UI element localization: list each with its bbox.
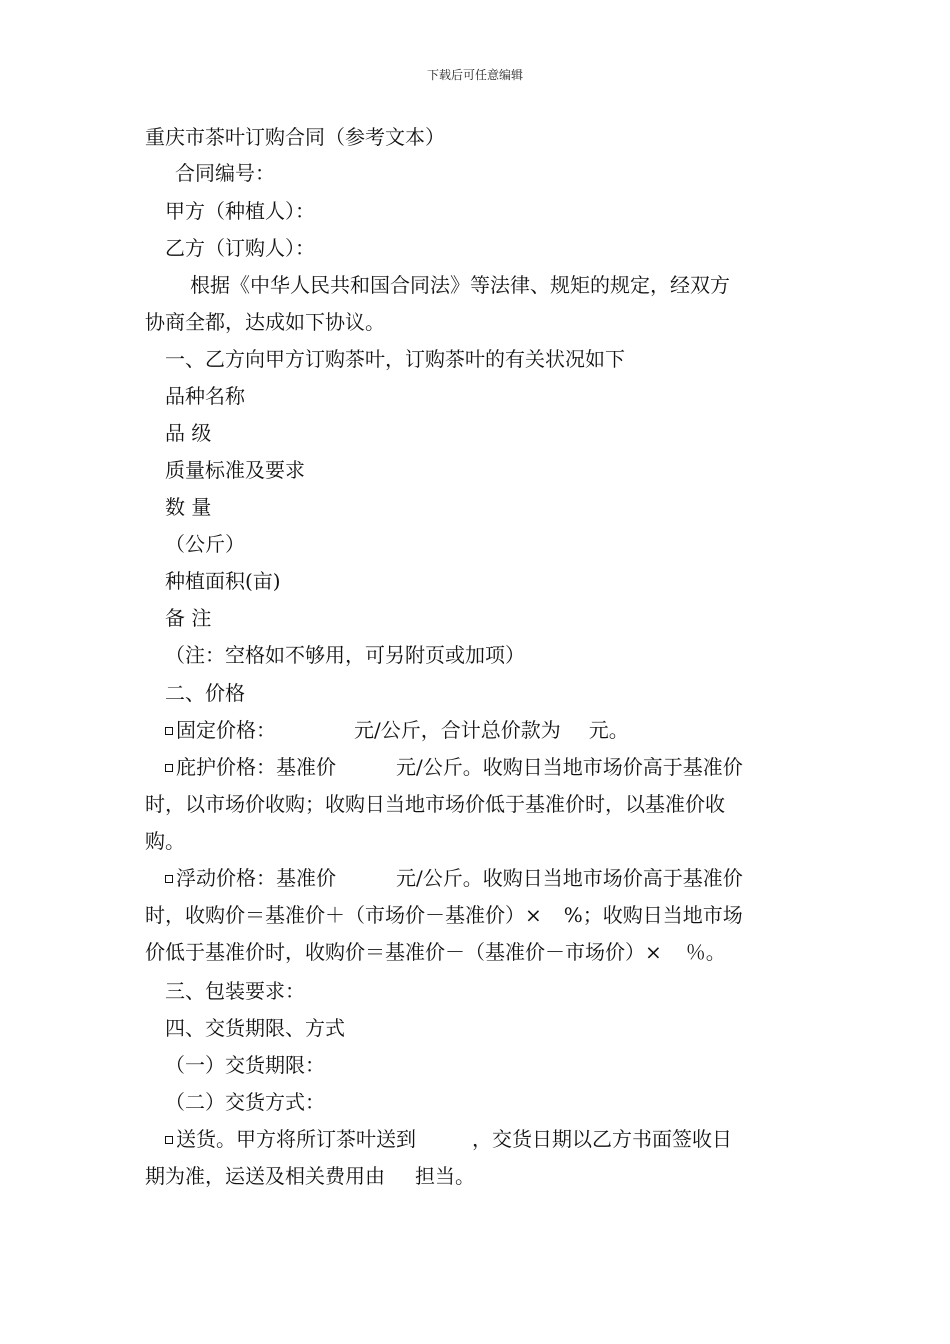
item-grade: 品 级 [165, 421, 212, 445]
protect-price-line-2: 时，以市场价收购；收购日当地市场价低于基准价时，以基准价收 [145, 792, 725, 816]
intro-line-1: 根据《中华人民共和国合同法》等法律、规矩的规定，经双方 [190, 273, 730, 297]
delivery-text-2: ，交货日期以乙方书面签收日 [472, 1127, 732, 1151]
section-1-note: （注：空格如不够用，可另附页或加项） [165, 643, 525, 667]
float-price-text: 元/公斤。收购日当地市场价高于基准价 [396, 866, 743, 890]
fixed-price-unit-text: 元/公斤，合计总价款为 [354, 718, 561, 742]
section-4-heading: 四、交货期限、方式 [165, 1016, 345, 1040]
float-price-line-1 [165, 864, 743, 892]
item-quantity: 数 量 [165, 495, 212, 519]
protect-price-line-1 [165, 753, 743, 781]
delivery-text-1: 送货。甲方将所订茶叶送到 [176, 1127, 416, 1151]
protect-price-line-3: 购。 [145, 829, 185, 853]
item-unit-kg: （公斤） [165, 532, 245, 556]
delivery-line-1 [165, 1125, 732, 1153]
delivery-line-2 [145, 1162, 475, 1190]
item-variety-name: 品种名称 [165, 384, 245, 408]
section-1-heading: 一、乙方向甲方订购茶叶，订购茶叶的有关状况如下 [165, 347, 625, 371]
section-2-heading: 二、价格 [165, 681, 245, 705]
delivery-method-label: （二）交货方式： [165, 1090, 325, 1114]
float-price-label: 浮动价格：基准价 [176, 866, 336, 890]
float-price-formula-2: 价低于基准价时，收购价＝基准价－（基准价－市场价）× [145, 940, 662, 964]
party-a-label: 甲方（种植人）： [165, 199, 315, 223]
fixed-price-checkbox[interactable] [165, 727, 173, 735]
contract-number-label: 合同编号： [175, 161, 275, 185]
fixed-price-label: 固定价格： [176, 718, 276, 742]
contract-title: 重庆市茶叶订购合同（参考文本） [145, 125, 445, 149]
item-planting-area: 种植面积(亩) [165, 569, 281, 593]
float-price-line-3 [145, 938, 726, 966]
item-quality-standard: 质量标准及要求 [165, 458, 305, 482]
fixed-price-yuan: 元。 [588, 718, 629, 742]
protect-price-text: 元/公斤。收购日当地市场价高于基准价 [396, 755, 743, 779]
float-price-formula-1: 时，收购价＝基准价＋（市场价－基准价）× [145, 903, 542, 927]
float-price-line-2 [145, 901, 743, 929]
section-3-heading: 三、包装要求： [165, 979, 305, 1003]
item-remarks: 备 注 [165, 606, 212, 630]
intro-line-2: 协商全都，达成如下协议。 [145, 310, 385, 334]
fixed-price-line [165, 716, 629, 744]
delivery-checkbox[interactable] [165, 1136, 173, 1144]
float-price-formula-2-end: ％。 [685, 940, 726, 964]
float-price-checkbox[interactable] [165, 875, 173, 883]
header-note: 下载后可任意编辑 [426, 68, 523, 82]
party-b-label: 乙方（订购人）： [165, 236, 315, 260]
delivery-period-label: （一）交货期限： [165, 1053, 325, 1077]
protect-price-label: 庇护价格：基准价 [176, 755, 336, 779]
float-price-formula-1-end: %；收购日当地市场 [563, 903, 743, 927]
protect-price-checkbox[interactable] [165, 764, 173, 772]
delivery-text-3: 期为准，运送及相关费用由 [145, 1164, 385, 1188]
delivery-text-4: 担当。 [415, 1164, 475, 1188]
